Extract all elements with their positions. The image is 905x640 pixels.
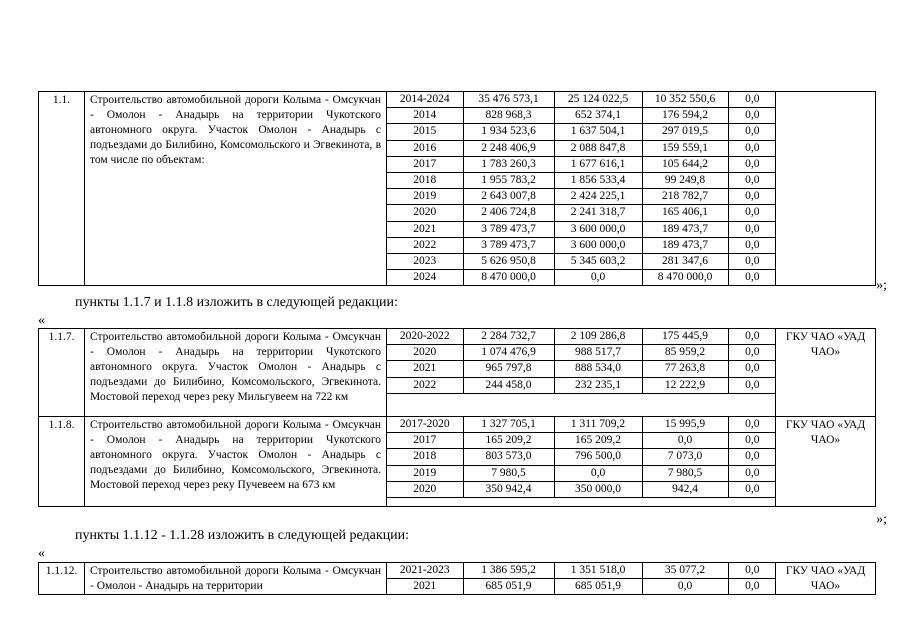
other-cell: 0,0 — [728, 124, 776, 140]
year-cell: 2014 — [387, 108, 463, 124]
federal-cell: 685 051,9 — [554, 579, 642, 595]
year-cell: 2022 — [387, 377, 463, 393]
regional-cell: 10 352 550,6 — [642, 92, 728, 108]
total-cell: 1 934 523,6 — [463, 124, 554, 140]
year-cell: 2019 — [387, 465, 463, 481]
funding-row — [387, 449, 776, 465]
federal-cell: 1 637 504,1 — [554, 124, 642, 140]
funding-row — [387, 253, 776, 269]
other-cell: 0,0 — [728, 205, 776, 221]
total-cell: 165 209,2 — [463, 433, 554, 449]
item-description: Строительство автомобильной дороги Колыма - Омсукчан - Омолон - Анадырь на территории Чукотского автономного округа. Участок Омолон - Анадырь с подъездами до Билибино, Комсомольского и Эгвекинота, в том числе по объектам: — [85, 92, 387, 286]
total-cell: 1 074 476,9 — [463, 345, 554, 361]
regional-cell: 99 249,8 — [642, 172, 728, 188]
other-cell: 0,0 — [728, 361, 776, 377]
federal-cell: 0,0 — [554, 465, 642, 481]
other-cell: 0,0 — [728, 140, 776, 156]
total-cell: 685 051,9 — [463, 579, 554, 595]
federal-cell: 0,0 — [554, 270, 642, 286]
federal-cell: 2 424 225,1 — [554, 189, 642, 205]
regional-cell: 175 445,9 — [642, 329, 728, 345]
table-item-1-1-12 — [38, 562, 876, 595]
funding-row — [387, 237, 776, 253]
year-cell: 2020 — [387, 205, 463, 221]
total-cell: 1 386 595,2 — [463, 563, 554, 579]
item-description: Строительство автомобильной дороги Колыма - Омсукчан - Омолон - Анадырь на территории Чукотского автономного округа. Участок Омолон - Анадырь с подъездами до Билибино, Комсомольского, Эгвекинота. Мостовой переход через реку Пучевеем на 673 км — [85, 417, 387, 507]
total-cell: 2 248 406,9 — [463, 140, 554, 156]
federal-cell: 350 000,0 — [554, 481, 642, 497]
total-cell: 965 797,8 — [463, 361, 554, 377]
regional-cell: 105 644,2 — [642, 156, 728, 172]
regional-cell: 165 406,1 — [642, 205, 728, 221]
funding-row — [387, 563, 776, 579]
paragraph-2: пункты 1.1.12 - 1.1.28 изложить в следующей редакции: — [75, 528, 410, 543]
regional-cell: 942,4 — [642, 481, 728, 497]
regional-cell: 85 959,2 — [642, 345, 728, 361]
other-cell: 0,0 — [728, 253, 776, 269]
table-item-1-1 — [38, 91, 876, 286]
other-cell: 0,0 — [728, 329, 776, 345]
year-cell: 2018 — [387, 449, 463, 465]
item-description: Строительство автомобильной дороги Колыма - Омсукчан - Омолон - Анадырь на территории Чукотского автономного округа. Участок Омолон - Анадырь с подъездами до Билибино, Комсомольского, Эгвекинота. Мостовой переход через реку Мильгувеем на 722 км — [85, 329, 387, 417]
funding-row — [387, 481, 776, 497]
paragraph-1: пункты 1.1.7 и 1.1.8 изложить в следующей редакции: — [75, 295, 398, 310]
funding-table — [387, 417, 776, 498]
item-number: 1.1. — [39, 92, 85, 286]
total-cell: 828 968,3 — [463, 108, 554, 124]
federal-cell: 2 088 847,8 — [554, 140, 642, 156]
funding-row — [387, 579, 776, 595]
year-cell: 2020 — [387, 481, 463, 497]
funding-row — [387, 345, 776, 361]
regional-cell: 8 470 000,0 — [642, 270, 728, 286]
item-number: 1.1.8. — [39, 417, 85, 507]
federal-cell: 232 235,1 — [554, 377, 642, 393]
total-cell: 1 783 260,3 — [463, 156, 554, 172]
other-cell: 0,0 — [728, 156, 776, 172]
year-cell: 2017 — [387, 156, 463, 172]
federal-cell: 1 311 709,2 — [554, 417, 642, 433]
regional-cell: 189 473,7 — [642, 221, 728, 237]
other-cell: 0,0 — [728, 449, 776, 465]
total-cell: 2 643 007,8 — [463, 189, 554, 205]
other-cell: 0,0 — [728, 465, 776, 481]
federal-cell: 888 534,0 — [554, 361, 642, 377]
year-cell: 2017-2020 — [387, 417, 463, 433]
funding-row — [387, 156, 776, 172]
table-items-1-1-7-8 — [38, 328, 876, 507]
other-cell: 0,0 — [728, 563, 776, 579]
funding-row — [387, 92, 776, 108]
year-cell: 2021 — [387, 579, 463, 595]
funding-table — [387, 92, 776, 285]
year-cell: 2024 — [387, 270, 463, 286]
other-cell: 0,0 — [728, 237, 776, 253]
funding-row — [387, 108, 776, 124]
funding-row — [387, 205, 776, 221]
total-cell: 2 406 724,8 — [463, 205, 554, 221]
year-cell: 2015 — [387, 124, 463, 140]
federal-cell: 652 374,1 — [554, 108, 642, 124]
total-cell: 1 955 783,2 — [463, 172, 554, 188]
end-mark: »; — [876, 278, 887, 293]
funding-row — [387, 417, 776, 433]
funding-row — [387, 377, 776, 393]
year-cell: 2023 — [387, 253, 463, 269]
funding-row — [387, 124, 776, 140]
item-description: Строительство автомобильной дороги Колыма - Омсукчан - Омолон - Анадырь на территории — [85, 563, 387, 595]
end-mark: »; — [876, 512, 887, 527]
regional-cell: 176 594,2 — [642, 108, 728, 124]
year-cell: 2020 — [387, 345, 463, 361]
funding-row — [387, 140, 776, 156]
regional-cell: 0,0 — [642, 579, 728, 595]
year-cell: 2019 — [387, 189, 463, 205]
total-cell: 7 980,5 — [463, 465, 554, 481]
funding-cell — [387, 563, 776, 595]
funding-row — [387, 172, 776, 188]
federal-cell: 2 241 318,7 — [554, 205, 642, 221]
other-cell: 0,0 — [728, 433, 776, 449]
total-cell: 350 942,4 — [463, 481, 554, 497]
year-cell: 2021 — [387, 361, 463, 377]
other-cell: 0,0 — [728, 172, 776, 188]
funding-row — [387, 270, 776, 286]
total-cell: 3 789 473,7 — [463, 221, 554, 237]
total-cell: 8 470 000,0 — [463, 270, 554, 286]
federal-cell: 3 600 000,0 — [554, 221, 642, 237]
funding-row — [387, 361, 776, 377]
other-cell: 0,0 — [728, 345, 776, 361]
year-cell: 2021 — [387, 221, 463, 237]
regional-cell: 7 073,0 — [642, 449, 728, 465]
funding-cell — [387, 329, 776, 417]
other-cell: 0,0 — [728, 481, 776, 497]
funding-cell — [387, 92, 776, 286]
item-number: 1.1.12. — [39, 563, 85, 595]
other-cell: 0,0 — [728, 579, 776, 595]
total-cell: 2 284 732,7 — [463, 329, 554, 345]
other-cell: 0,0 — [728, 108, 776, 124]
other-cell: 0,0 — [728, 270, 776, 286]
federal-cell: 5 345 603,2 — [554, 253, 642, 269]
open-quote: « — [38, 313, 45, 328]
federal-cell: 2 109 286,8 — [554, 329, 642, 345]
year-cell: 2018 — [387, 172, 463, 188]
year-cell: 2020-2022 — [387, 329, 463, 345]
item-number: 1.1.7. — [39, 329, 85, 417]
regional-cell: 159 559,1 — [642, 140, 728, 156]
year-cell: 2021-2023 — [387, 563, 463, 579]
year-cell: 2014-2024 — [387, 92, 463, 108]
federal-cell: 1 856 533,4 — [554, 172, 642, 188]
regional-cell: 77 263,8 — [642, 361, 728, 377]
total-cell: 244 458,0 — [463, 377, 554, 393]
total-cell: 35 476 573,1 — [463, 92, 554, 108]
total-cell: 803 573,0 — [463, 449, 554, 465]
other-cell: 0,0 — [728, 92, 776, 108]
funding-table — [387, 329, 776, 394]
regional-cell: 297 019,5 — [642, 124, 728, 140]
responsible-executor: ГКУ ЧАО «УАД ЧАО» — [776, 563, 876, 595]
year-cell: 2022 — [387, 237, 463, 253]
regional-cell: 15 995,9 — [642, 417, 728, 433]
funding-cell — [387, 417, 776, 507]
regional-cell: 189 473,7 — [642, 237, 728, 253]
total-cell: 3 789 473,7 — [463, 237, 554, 253]
federal-cell: 3 600 000,0 — [554, 237, 642, 253]
funding-row — [387, 329, 776, 345]
funding-row — [387, 433, 776, 449]
federal-cell: 1 677 616,1 — [554, 156, 642, 172]
year-cell: 2017 — [387, 433, 463, 449]
funding-row — [387, 189, 776, 205]
year-cell: 2016 — [387, 140, 463, 156]
responsible-executor: ГКУ ЧАО «УАД ЧАО» — [776, 417, 876, 507]
regional-cell: 12 222,9 — [642, 377, 728, 393]
federal-cell: 165 209,2 — [554, 433, 642, 449]
other-cell: 0,0 — [728, 221, 776, 237]
responsible-executor: ГКУ ЧАО «УАД ЧАО» — [776, 329, 876, 417]
total-cell: 1 327 705,1 — [463, 417, 554, 433]
other-cell: 0,0 — [728, 417, 776, 433]
funding-row — [387, 221, 776, 237]
open-quote: « — [38, 546, 45, 561]
federal-cell: 988 517,7 — [554, 345, 642, 361]
total-cell: 5 626 950,8 — [463, 253, 554, 269]
regional-cell: 281 347,6 — [642, 253, 728, 269]
federal-cell: 1 351 518,0 — [554, 563, 642, 579]
regional-cell: 0,0 — [642, 433, 728, 449]
funding-row — [387, 465, 776, 481]
regional-cell: 35 077,2 — [642, 563, 728, 579]
regional-cell: 7 980,5 — [642, 465, 728, 481]
responsible-executor — [776, 92, 876, 286]
federal-cell: 796 500,0 — [554, 449, 642, 465]
regional-cell: 218 782,7 — [642, 189, 728, 205]
other-cell: 0,0 — [728, 377, 776, 393]
funding-table — [387, 563, 776, 594]
federal-cell: 25 124 022,5 — [554, 92, 642, 108]
other-cell: 0,0 — [728, 189, 776, 205]
